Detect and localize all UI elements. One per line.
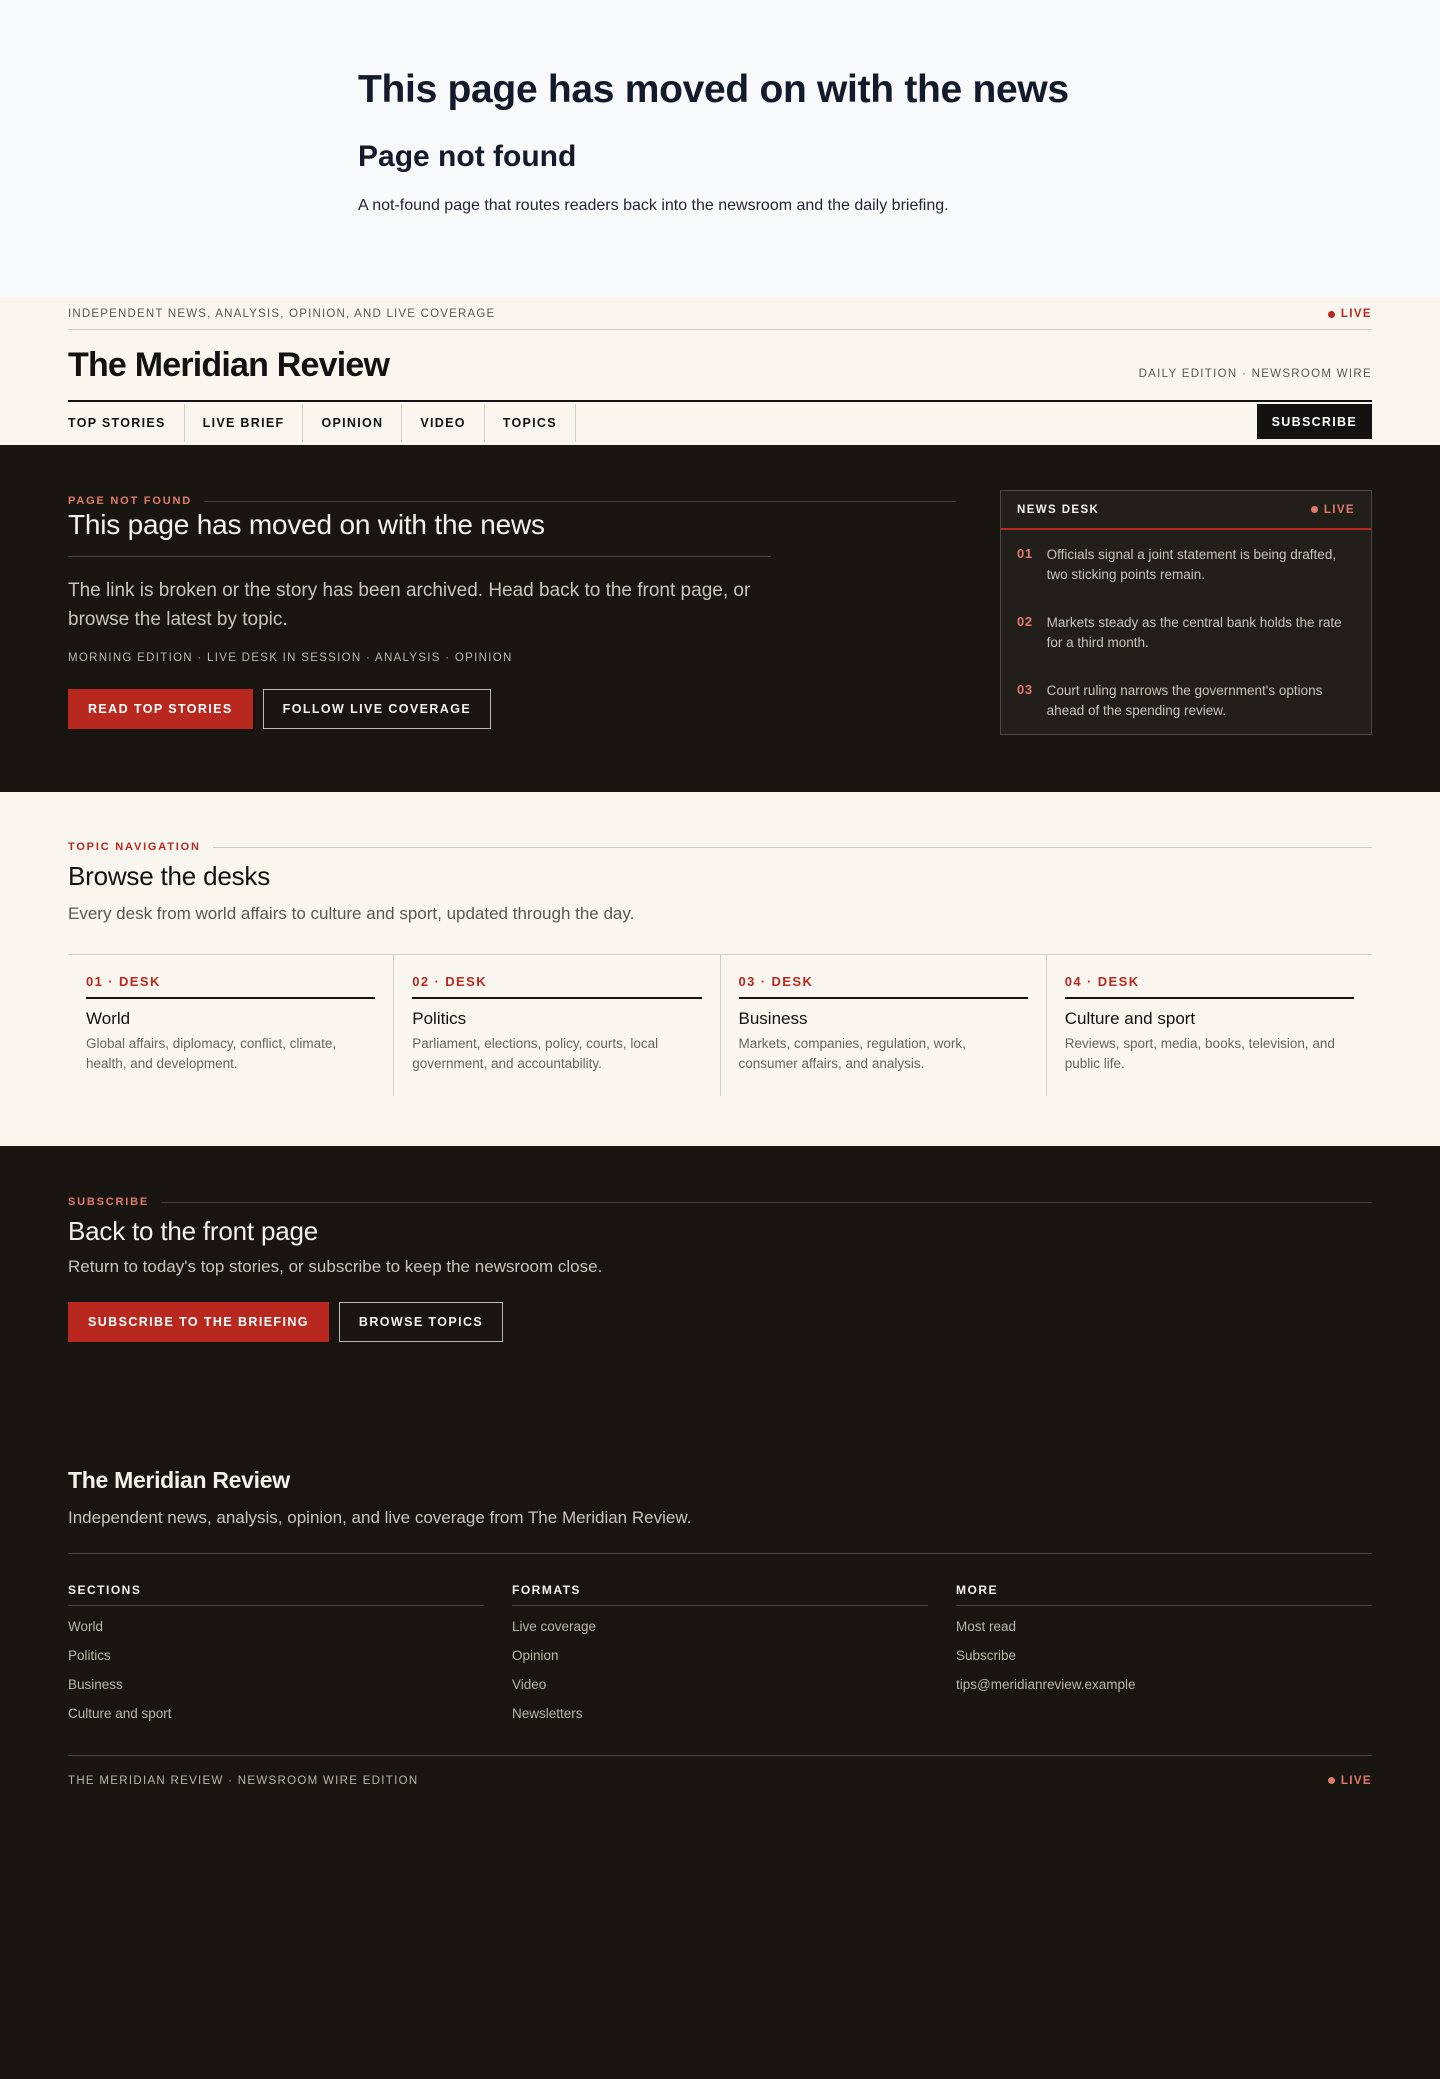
news-desk-item-number: 02 — [1017, 614, 1033, 629]
topics-eyebrow-label: TOPIC NAVIGATION — [68, 841, 201, 853]
subscribe-title: Back to the front page — [68, 1216, 318, 1246]
footer-live-label: LIVE — [1340, 1774, 1372, 1787]
news-desk-item-number: 01 — [1017, 546, 1033, 561]
meta-title: This page has moved on with the news — [358, 68, 1069, 111]
eyebrow-rule — [213, 847, 1372, 848]
eyebrow-rule — [161, 1202, 1372, 1203]
desk-card-description: Markets, companies, regulation, work, consumer affairs, and analysis. — [738, 1036, 966, 1071]
topics-title: Browse the desks — [68, 861, 271, 891]
nav-top-stories[interactable]: TOP STORIES — [68, 404, 185, 442]
desk-card-business[interactable] — [721, 955, 1047, 1096]
desk-card-kicker: 03 · DESK — [739, 974, 1028, 999]
news-desk-item[interactable] — [1001, 666, 1371, 734]
desk-cards — [68, 954, 1372, 1096]
subscribe-button[interactable]: SUBSCRIBE — [1257, 404, 1372, 439]
live-dot-icon — [1328, 1777, 1335, 1784]
nav-live-brief[interactable]: LIVE BRIEF — [185, 404, 304, 442]
live-indicator[interactable] — [1328, 308, 1372, 320]
edition-label: DAILY EDITION · NEWSROOM WIRE — [1138, 368, 1372, 380]
footer-brand[interactable]: The Meridian Review — [68, 1467, 290, 1493]
masthead — [0, 297, 1440, 445]
news-desk-live-indicator — [1311, 504, 1355, 516]
hero-eyebrow — [68, 495, 956, 507]
desk-card-kicker: 04 · DESK — [1065, 974, 1354, 999]
footer-bottom-bar — [68, 1755, 1372, 1805]
footer-link-world[interactable]: World — [68, 1619, 104, 1634]
brand-row — [68, 330, 1372, 402]
desk-card-politics[interactable] — [394, 955, 720, 1096]
subscribe-briefing-button[interactable]: SUBSCRIBE TO THE BRIEFING — [68, 1302, 329, 1342]
main-nav — [68, 402, 1372, 442]
read-top-stories-button[interactable]: READ TOP STORIES — [68, 689, 253, 729]
footer-column-formats — [512, 1583, 928, 1722]
hero-buttons — [68, 689, 956, 729]
news-desk-item-number: 03 — [1017, 682, 1033, 697]
footer-link-most-read[interactable]: Most read — [956, 1619, 1017, 1634]
browse-topics-button[interactable]: BROWSE TOPICS — [339, 1302, 503, 1342]
news-desk-live-label: LIVE — [1323, 503, 1355, 516]
footer-column-sections — [68, 1583, 484, 1722]
brand-logo[interactable]: The Meridian Review — [68, 345, 390, 384]
footer-column-heading: SECTIONS — [68, 1583, 484, 1606]
desk-card-title: World — [86, 1009, 131, 1028]
desk-card-description: Parliament, elections, policy, courts, local government, and accountability. — [412, 1036, 659, 1071]
desk-card-culture-and-sport[interactable] — [1047, 955, 1372, 1096]
topics-eyebrow — [68, 841, 1372, 853]
footer-column-heading: MORE — [956, 1583, 1372, 1606]
topic-navigation — [0, 792, 1440, 1146]
desk-card-description: Reviews, sport, media, books, television, and public life. — [1064, 1036, 1335, 1071]
footer-link-business[interactable]: Business — [68, 1677, 123, 1692]
hero-eyebrow-label: PAGE NOT FOUND — [68, 495, 192, 507]
subscribe-buttons — [68, 1302, 1372, 1342]
subscribe-section — [0, 1146, 1440, 1403]
footer-column-heading: FORMATS — [512, 1583, 928, 1606]
news-desk-item[interactable] — [1001, 598, 1371, 666]
nav-video[interactable]: VIDEO — [402, 404, 484, 442]
subscribe-subtitle: Return to today's top stories, or subscribe to keep the newsroom close. — [68, 1257, 603, 1276]
hero-meta: MORNING EDITION · LIVE DESK IN SESSION · ANALYSIS · OPINION — [68, 652, 513, 664]
footer-link-culture-and-sport[interactable]: Culture and sport — [68, 1706, 172, 1721]
meta-description: A not-found page that routes readers back into the newsroom and the daily briefing. — [358, 197, 949, 214]
hero-title: This page has moved on with the news — [68, 509, 771, 557]
news-desk-header — [1001, 491, 1371, 530]
tagline: INDEPENDENT NEWS, ANALYSIS, OPINION, AND LIVE COVERAGE — [68, 308, 496, 320]
nav-topics[interactable]: TOPICS — [485, 404, 576, 442]
footer-link-opinion[interactable]: Opinion — [512, 1648, 559, 1663]
footer — [0, 1403, 1440, 2079]
news-desk-item-text: Officials signal a joint statement is being drafted, two sticking points remain. — [1046, 547, 1337, 582]
meta-heading: Page not found — [358, 140, 577, 173]
hero-lede: The link is broken or the story has been archived. Head back to the front page, or browse the latest by topic. — [68, 580, 751, 630]
desk-card-kicker: 02 · DESK — [412, 974, 701, 999]
news-desk-panel — [1000, 490, 1372, 735]
meta-block — [0, 0, 1440, 297]
topics-subtitle: Every desk from world affairs to culture and sport, updated through the day. — [68, 904, 635, 923]
footer-columns — [68, 1583, 1372, 1722]
subscribe-eyebrow-label: SUBSCRIBE — [68, 1196, 149, 1208]
footer-link-subscribe[interactable]: Subscribe — [956, 1648, 1017, 1663]
nav-links — [68, 404, 576, 442]
news-desk-title: NEWS DESK — [1017, 503, 1100, 516]
footer-link-politics[interactable]: Politics — [68, 1648, 111, 1663]
footer-description: Independent news, analysis, opinion, and live coverage from The Meridian Review. — [68, 1508, 1372, 1554]
news-desk-item[interactable] — [1001, 530, 1371, 598]
footer-link-tips-email[interactable]: tips@meridianreview.example — [956, 1677, 1136, 1692]
masthead-topbar — [68, 297, 1372, 330]
desk-card-title: Business — [738, 1009, 808, 1028]
live-dot-icon — [1311, 506, 1318, 513]
news-desk-item-text: Court ruling narrows the government's options ahead of the spending review. — [1046, 683, 1323, 718]
desk-card-kicker: 01 · DESK — [86, 974, 375, 999]
footer-link-video[interactable]: Video — [512, 1677, 547, 1692]
footer-edition-text: THE MERIDIAN REVIEW · NEWSROOM WIRE EDITION — [68, 1774, 419, 1787]
desk-card-description: Global affairs, diplomacy, conflict, climate, health, and development. — [86, 1036, 337, 1071]
subscribe-eyebrow — [68, 1196, 1372, 1208]
desk-card-title: Culture and sport — [1064, 1009, 1196, 1028]
desk-card-title: Politics — [412, 1009, 467, 1028]
news-desk-item-text: Markets steady as the central bank holds the rate for a third month. — [1046, 615, 1342, 650]
footer-link-newsletters[interactable]: Newsletters — [512, 1706, 583, 1721]
hero-content — [68, 495, 956, 735]
eyebrow-rule — [204, 501, 956, 502]
follow-live-coverage-button[interactable]: FOLLOW LIVE COVERAGE — [263, 689, 491, 729]
live-label: LIVE — [1340, 308, 1372, 320]
footer-link-live-coverage[interactable]: Live coverage — [512, 1619, 597, 1634]
desk-card-world[interactable] — [68, 955, 394, 1096]
nav-opinion[interactable]: OPINION — [303, 404, 402, 442]
footer-live-indicator — [1328, 1775, 1372, 1787]
footer-column-more — [956, 1583, 1372, 1722]
hero — [0, 445, 1440, 792]
live-dot-icon — [1328, 311, 1335, 318]
